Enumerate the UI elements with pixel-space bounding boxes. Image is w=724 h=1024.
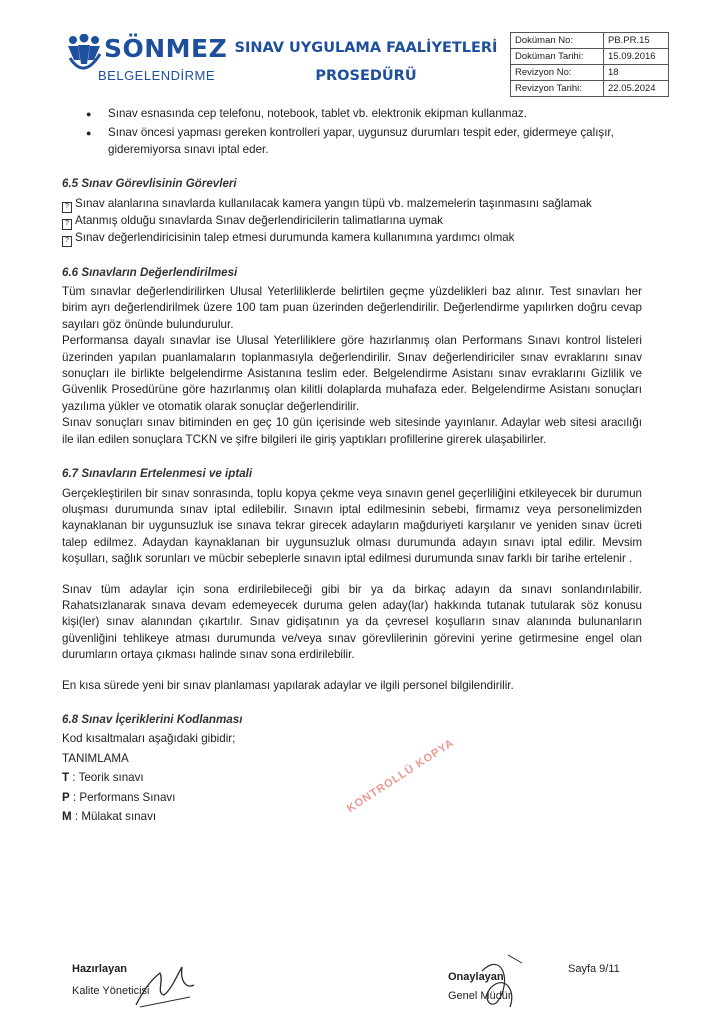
- paragraph: Tüm sınavlar değerlendirilirken Ulusal Yeterliliklerde belirtilen geçme yüzdelikleri baz alınır. Test sınavları her birim ayrı değerlendirilmek üzere 100 tam puan üzerinden değerlendirilir. Değerlendirme yapılırken doğru cevap sayıları göz önünde bulundurulur.: [62, 285, 642, 331]
- meta-value: 22.05.2024: [604, 81, 669, 97]
- controlled-copy-stamp: KONTROLLÜ KOPYA: [345, 736, 457, 816]
- list-item: ● Sınav esnasında cep telefonu, notebook, tablet vb. elektronik ekipman kullanmaz.: [108, 106, 642, 122]
- checkbox-glyph-icon: ?: [62, 219, 72, 230]
- document-meta-table: [510, 32, 669, 97]
- code-label: Teorik sınavı: [78, 771, 144, 785]
- paragraph: Performansa dayalı sınavlar ise Ulusal Yeterliliklere göre hazırlanmış olan Performans Sınavı kontrol listeleri üzerinden yapılan puanlamaların toplanmasıyla değerlendirilir. Sınav değerlendiriciler sınav evraklarını sınav sonuçları ile birlikte belgelendirme Asistanına teslim eder. Belgelendirme Asistanı sınav evraklarını Gizlilik ve Güvenlik Prosedürüne göre hazırlanmış olan kilitli dolaplarda muhafaza eder. Belgelendirme Asistanı sonuçları yazılıma yükler ve otomatik olarak sonuçlar değerlendirilir.: [62, 334, 642, 413]
- code-list-title: TANIMLAMA: [62, 751, 129, 765]
- logo-people-icon: [66, 34, 102, 74]
- prepared-by-label: Hazırlayan: [72, 963, 128, 975]
- section-heading-6-7: 6.7 Sınavların Ertelenmesi ve iptali: [62, 467, 253, 481]
- code-letter: T: [62, 771, 70, 785]
- code-item: T : Teorik sınavı: [62, 771, 144, 785]
- list-item-text: Sınav alanlarına sınavlarda kullanılacak kamera yangın tüpü vb. malzemelerin taşınmasını sağlamak: [75, 196, 592, 210]
- approved-by-label: Onaylayan: [448, 971, 504, 983]
- meta-key: Revizyon No:: [511, 65, 604, 81]
- document-body: [62, 106, 642, 828]
- paragraph: Sınav tüm adaylar için sona erdirilebileceği gibi bir ya da birkaç adayın da sınavı sonlandırılabilir. Rahatsızlanarak sınava devam edemeyecek duruma gelen aday(lar) hakkında tutanak tutularak söz konusu kişi(ler) sınav alanından çıkartılır. Sınav gidişatının ya da çevresel koşulların sınav alanında bulunanların güvenliğini tehlikeye atması durumunda ve/veya sınav görevlilerinin görevini yerine getirmesine engel olan durumların ortaya çıkması halinde sınav sona erdirilebilir.: [62, 582, 642, 662]
- meta-row: [511, 65, 669, 81]
- document-footer: [72, 955, 652, 1015]
- code-intro: Kod kısaltmaları aşağıdaki gibidir;: [62, 732, 236, 746]
- paragraph: Sınav sonuçları sınav bitiminden en geç 10 gün içerisinde web sitesinde yayınlanır. Adaylar web sitesi aracılığı ile ilan edilen sonuçlara TCKN ve şifre bilgileri ile giriş yaptıkları profillerine girerek ulaşabilirler.: [62, 416, 642, 446]
- meta-row: [511, 81, 669, 97]
- meta-value: 18: [604, 65, 669, 81]
- meta-row: [511, 33, 669, 49]
- code-letter: P: [62, 790, 70, 804]
- code-item: P : Performans Sınavı: [62, 790, 176, 804]
- paragraph: Gerçekleştirilen bir sınav sonrasında, toplu kopya çekme veya sınavın genel geçerliliğini etkileyecek bir durumun oluşması durumunda sınav iptal edilebilir. Sınavın iptal edilmesinin sebebi, firmamız veya personelimizden kaynaklanan bir uygunsuzluk ise sınava tekrar girecek adayların mağduriyeti karşılanır ve yeniden sınav ücreti talep edilmez. Adaydan kaynaklanan bir uygunsuzluk olması durumunda adayın sınavı iptal edilir. Mevsim koşulları, sağlık sorunları ve mücbir sebeplerle sınavın iptal edilmesi durumunda sınav farklı bir tarihe ertelenir .: [62, 486, 642, 566]
- document-title: [225, 34, 507, 90]
- logo-name: SÖNMEZ: [104, 34, 228, 63]
- checkbox-glyph-icon: ?: [62, 202, 72, 213]
- prepared-by-role: Kalite Yöneticisi: [72, 985, 150, 997]
- meta-value: PB.PR.15: [604, 33, 669, 49]
- logo-subtitle: BELGELENDİRME: [98, 68, 216, 83]
- code-letter: M: [62, 810, 72, 823]
- code-item: M : Mülakat sınavı: [62, 810, 157, 823]
- list-item-text: Sınav değerlendiricisinin talep etmesi durumunda kamera kullanımına yardımcı olmak: [75, 230, 515, 244]
- approved-by-role: Genel Müdür: [448, 990, 512, 1002]
- checkbox-glyph-icon: ?: [62, 236, 72, 247]
- page-number: Sayfa 9/11: [568, 963, 620, 975]
- list-item: [62, 213, 642, 230]
- meta-key: Doküman Tarihi:: [511, 49, 604, 65]
- meta-row: [511, 49, 669, 65]
- paragraph: En kısa sürede yeni bir sınav planlaması yapılarak adaylar ve ilgili personel bilgilendirilir.: [62, 678, 514, 692]
- list-item: [62, 230, 642, 247]
- intro-bullet-list: [62, 106, 642, 158]
- section-heading-6-6: 6.6 Sınavların Değerlendirilmesi: [62, 265, 238, 279]
- list-item: [62, 196, 642, 213]
- title-line-2: PROSEDÜRÜ: [315, 68, 417, 84]
- signature-prepared-icon: [130, 959, 200, 1011]
- signature-approved-icon: [472, 951, 532, 1015]
- meta-key: Revizyon Tarihi:: [511, 81, 604, 97]
- document-header: [60, 30, 674, 102]
- section-heading-6-8: 6.8 Sınav İçeriklerini Kodlanması: [62, 712, 243, 726]
- list-item: ● Sınav öncesi yapması gereken kontrolleri yapar, uygunsuz durumları tespit eder, gidermeye çalışır, gideremiyorsa sınavı iptal eder.: [108, 125, 642, 158]
- code-label: Performans Sınavı: [79, 790, 176, 804]
- section-heading-6-5: 6.5 Sınav Görevlisinin Görevleri: [62, 177, 237, 191]
- title-line-1: SINAV UYGULAMA FAALİYETLERİ: [234, 40, 498, 56]
- meta-key: Doküman No:: [511, 33, 604, 49]
- code-label: Mülakat sınavı: [81, 810, 157, 823]
- company-logo: [60, 32, 228, 96]
- list-item-text: Atanmış olduğu sınavlarda Sınav değerlendiricilerin talimatlarına uymak: [75, 213, 443, 227]
- meta-value: 15.09.2016: [604, 49, 669, 65]
